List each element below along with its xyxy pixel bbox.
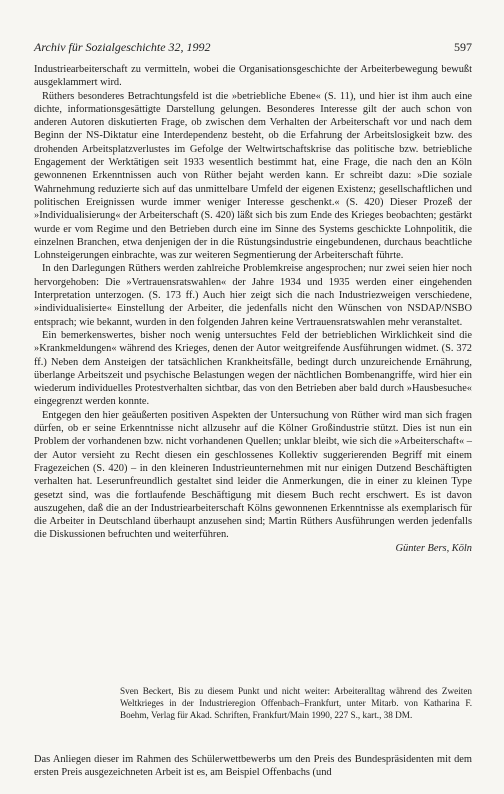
paragraph-3: In den Darlegungen Rüthers werden zahlreiche Problemkreise angesprochen; nur zwei seien hier noch hervorgehoben: Die »Vertrauensratswahlen« der Jahre 1934 und 1935 werden einer eingehenden Interpretation unterzogen. (S. 173 ff.) Auch hier zeigt sich die nach Industriezweigen verschiedene, »individualisierte« Einstellung der Arbeiter, die jedenfalls nicht den Wünschen von NSDAP/NSBO entsprach; wie bekannt, wurden in den folgenden Jahren keine Vertrauensratswahlen mehr veranstaltet.	[34, 263, 472, 328]
reviewer-signature: Günter Bers, Köln	[395, 542, 472, 554]
next-review-citation: Sven Beckert, Bis zu diesem Punkt und nicht weiter: Arbeiteralltag während des Zweiten Weltkrieges in der Industrieregion Offenbach–Frankfurt, unter Mitarb. von Katharina F. Boehm, Verlag für Akad. Schriften, Frankfurt/Main 1990, 227 S., kart., 38 DM.	[120, 686, 472, 721]
journal-title: Archiv für Sozialgeschichte 32, 1992	[34, 40, 211, 54]
review-body	[34, 63, 472, 555]
paragraph-1: Industriearbeiterschaft zu vermitteln, wobei die Organisationsgeschichte der Arbeiterbewegung bewußt ausgeklammert wird.	[34, 64, 472, 89]
page-number: 597	[454, 40, 472, 54]
journal-page	[34, 0, 472, 794]
paragraph-2: Rüthers besonderes Betrachtungsfeld ist die »betriebliche Ebene« (S. 11), und hier ist ihm auch eine dichte, informationsgesättigte Darstellung gelungen. Besonderes Interesse gilt der auch schon von anderen Autoren diskutierten Frage, ob zwischen dem Verhalten der Arbeiterschaft vor und nach dem Beginn der NS-Diktatur eine Interdependenz besteht, ob die Erfahrung der Arbeitslosigkeit bzw. des drohenden Arbeitsplatzverlustes im Gefolge der Weltwirtschaftskrise das politische bzw. betriebliche Engagement der Werktätigen seit 1933 wesentlich bestimmt hat, eine Frage, die nach den an Köln gewonnenen Erkenntnissen auch von Rüther bejaht werden kann. Er schreibt dazu: »Die soziale Wahrnehmung reduzierte sich auf das unmittelbare Umfeld der eigenen Existenz; gesellschaftlichen und politischen Ereignissen wurde immer weniger Interesse geschenkt.« (S. 420) Dieser Prozeß der »Individualisierung« der Arbeiterschaft (S. 420) läßt sich bis zum Ende des Krieges beobachten; gestärkt wurde er vom Regime und den Betrieben durch eine im Sinne des Systems geschickte Lohnpolitik, die einzelnen Branchen, etwa denjenigen der in die Rüstungsindustrie eingebundenen, durchaus beachtliche Lohnsteigerungen einbrachte, was zur weiteren Segmentierung der Arbeiterschaft führte.	[34, 90, 472, 262]
running-header	[34, 40, 472, 54]
next-review-paragraph: Das Anliegen dieser im Rahmen des Schülerwettbewerbs um den Preis des Bundespräsidenten mit dem ersten Preis ausgezeichneten Arbeit ist es, am Beispiel Offenbachs (und	[34, 754, 472, 779]
paragraph-5: Entgegen den hier geäußerten positiven Aspekten der Untersuchung von Rüther wird man sich fragen dürfen, ob er seine Erkenntnisse nicht allzusehr auf die Kölner Großindustrie stützt. Dies ist nun ein Problem der vorhandenen bzw. nicht vorhandenen Quellen; unklar bleibt, wie sich die »Arbeiterschaft« – der Autor versieht zu Recht diesen ein geschlossenes Kollektiv suggerierenden Begriff mit einem Fragezeichen (S. 420) – in den kleineren Industrieunternehmen mit nur einigen Dutzend Beschäftigten verhalten hat. Leserunfreundlich gestaltet sind leider die Anmerkungen, die in einer zu kleinen Type gesetzt sind, was die fortlaufende Beschäftigung mit diesem Buch recht erschwert. Es ist davon auszugehen, daß die an der Industriearbeiterschaft Kölns gewonnenen Erkenntnisse als exemplarisch für die Arbeiter in Deutschland überhaupt anzusehen sind; Martin Rüthers Ausführungen werden jedenfalls die Diskussionen befruchten und weiterführen.	[34, 409, 472, 541]
paragraph-4: Ein bemerkenswertes, bisher noch wenig untersuchtes Feld der betrieblichen Wirklichkeit sind die »Krankmeldungen« während des Krieges, denen der Autor weitgreifende Ausführungen widmet. (S. 372 ff.) Neben dem Ansteigen der tatsächlichen Krankheitsfälle, bedingt durch unzureichende Ernährung, überlange Arbeitszeit und psychische Belastungen wegen der nächtlichen Bombenangriffe, wird hier ein wiederum individuelles Protestverhalten sichtbar, das von den Betrieben aber bald durch »Hausbesuche« eingegrenzt werden konnte.	[34, 329, 472, 408]
